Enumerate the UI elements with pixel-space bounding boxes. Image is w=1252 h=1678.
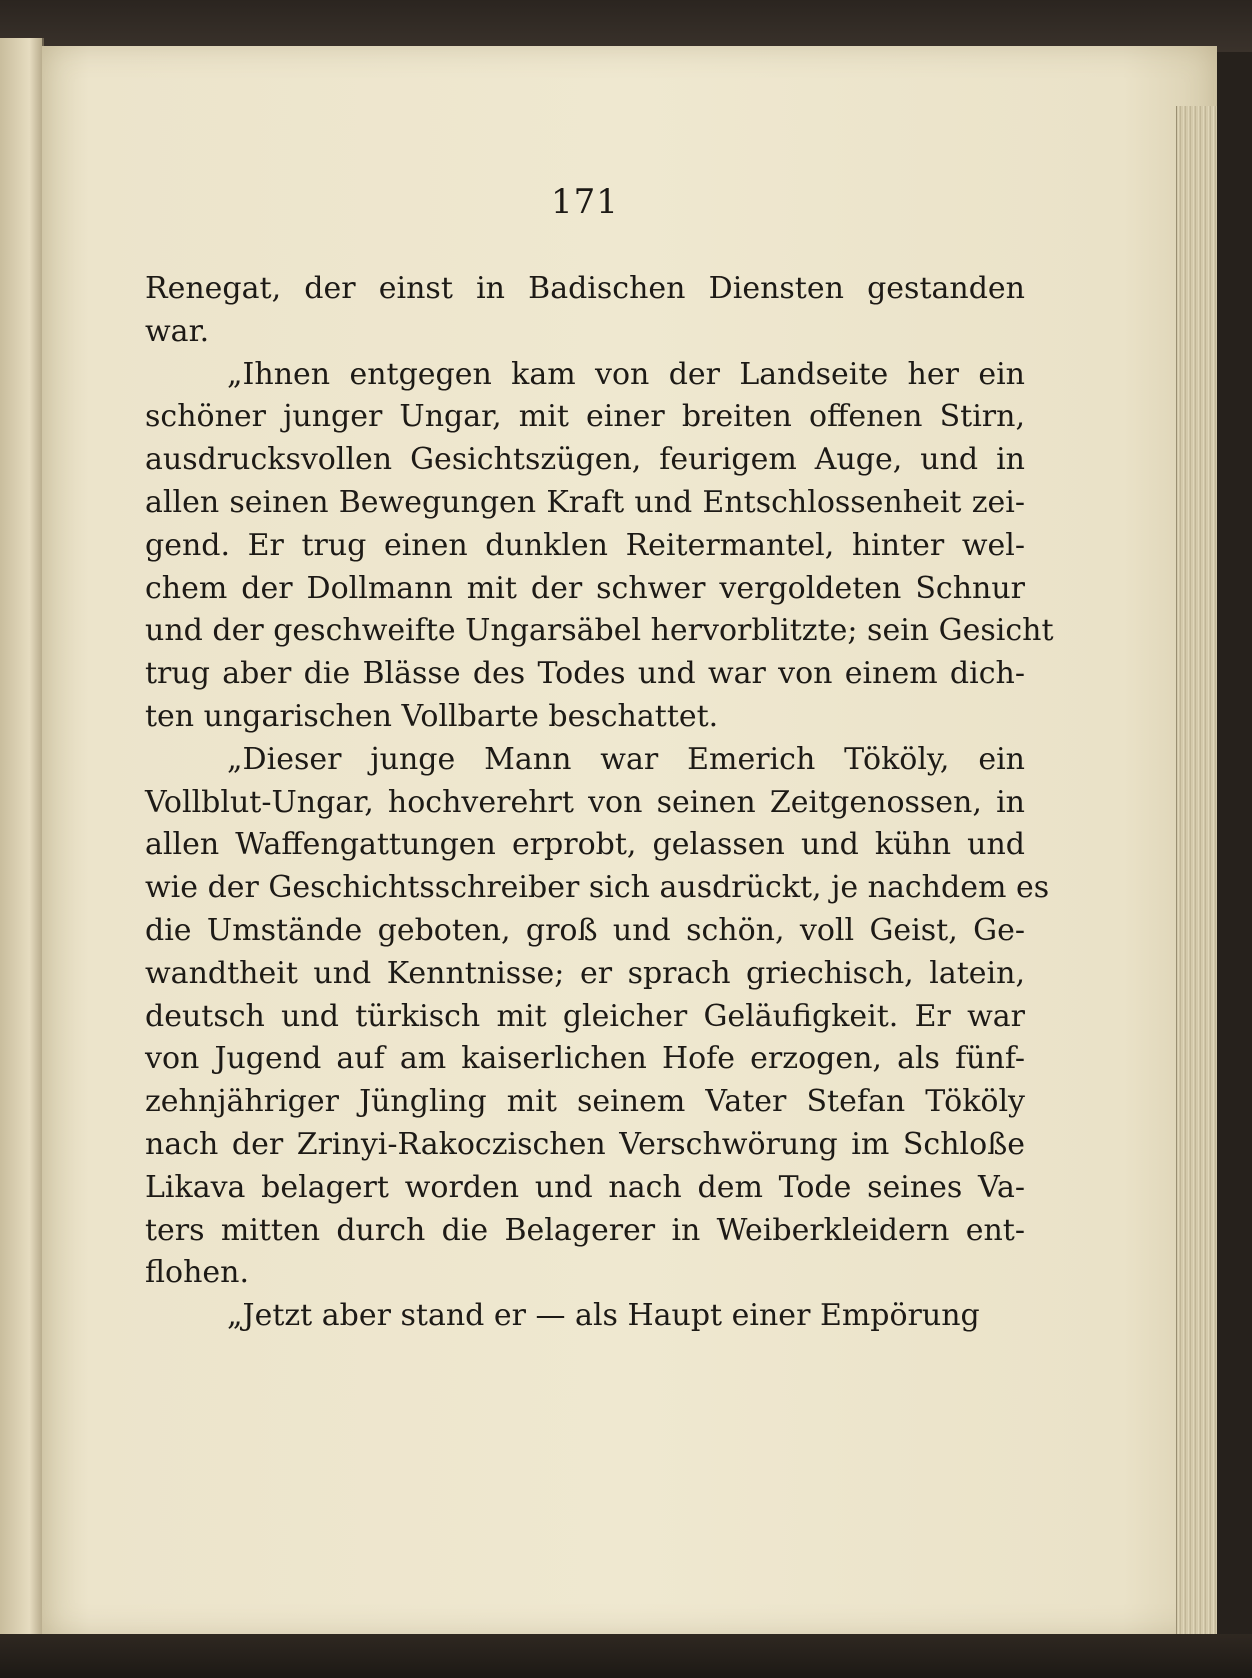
text-line: allen Waffengattungen erprobt, gelassen und kühn und [145,827,1025,863]
page-stack-edge [1176,106,1217,1666]
text-line: wandtheit und Kenntnisse; er sprach griechisch, latein, [145,955,1025,991]
text-line: zehnjähriger Jüngling mit seinem Vater Stefan Tököly [145,1084,1025,1120]
text-line: „Dieser junge Mann war Emerich Tököly, ein [227,741,1025,777]
text-line: „Jetzt aber stand er — als Haupt einer Empörung [227,1298,980,1334]
text-line: allen seinen Bewegungen Kraft und Entschlossenheit zei- [145,484,1025,520]
text-line: Likava belagert worden und nach dem Tode seines Va- [145,1169,1025,1205]
text-line: Vollblut-Ungar, hochverehrt von seinen Zeitgenossen, in [145,784,1025,820]
text-line: trug aber die Blässe des Todes und war von einem dich- [145,656,1025,692]
text-line: war. [145,313,210,349]
paragraph-1 [145,268,1025,354]
text-line: ausdrucksvollen Gesichtszügen, feurigem Auge, und in [145,442,1025,478]
paragraph-4 [145,1295,1025,1338]
text-line: „Ihnen entgegen kam von der Landseite her ein [227,356,1025,392]
paragraph-2 [145,354,1054,739]
text-line: Renegat, der einst in Badischen Diensten gestanden [145,271,1025,306]
text-line: flohen. [145,1255,250,1291]
page-text [145,180,1054,1338]
book-cover-top [0,0,1252,52]
text-line: chem der Dollmann mit der schwer vergoldeten Schnur [145,570,1025,606]
text-line: die Umstände geboten, groß und schön, voll Geist, Ge- [145,912,1025,948]
left-page-edge [0,38,44,1638]
text-line: und der geschweifte Ungarsäbel hervorblitzte; sein Gesicht [145,613,1054,649]
text-line: ters mitten durch die Belagerer in Weiberkleidern ent- [145,1212,1025,1248]
text-line: ten ungarischen Vollbarte beschattet. [145,698,719,734]
paragraph-3 [145,739,1050,1295]
text-line: gend. Er trug einen dunklen Reitermantel, hinter wel- [145,527,1025,563]
text-line: nach der Zrinyi-Rakoczischen Verschwörung im Schloße [145,1126,1025,1162]
book-cover-bottom [0,1634,1252,1678]
text-line: von Jugend auf am kaiserlichen Hofe erzogen, als fünf- [145,1041,1025,1077]
text-line: schöner junger Ungar, mit einer breiten offenen Stirn, [145,399,1025,435]
page-number: 171 [551,182,619,222]
text-line: wie der Geschichtsschreiber sich ausdrückt, je nachdem es [145,870,1050,906]
text-line: deutsch und türkisch mit gleicher Geläufigkeit. Er war [145,998,1025,1034]
